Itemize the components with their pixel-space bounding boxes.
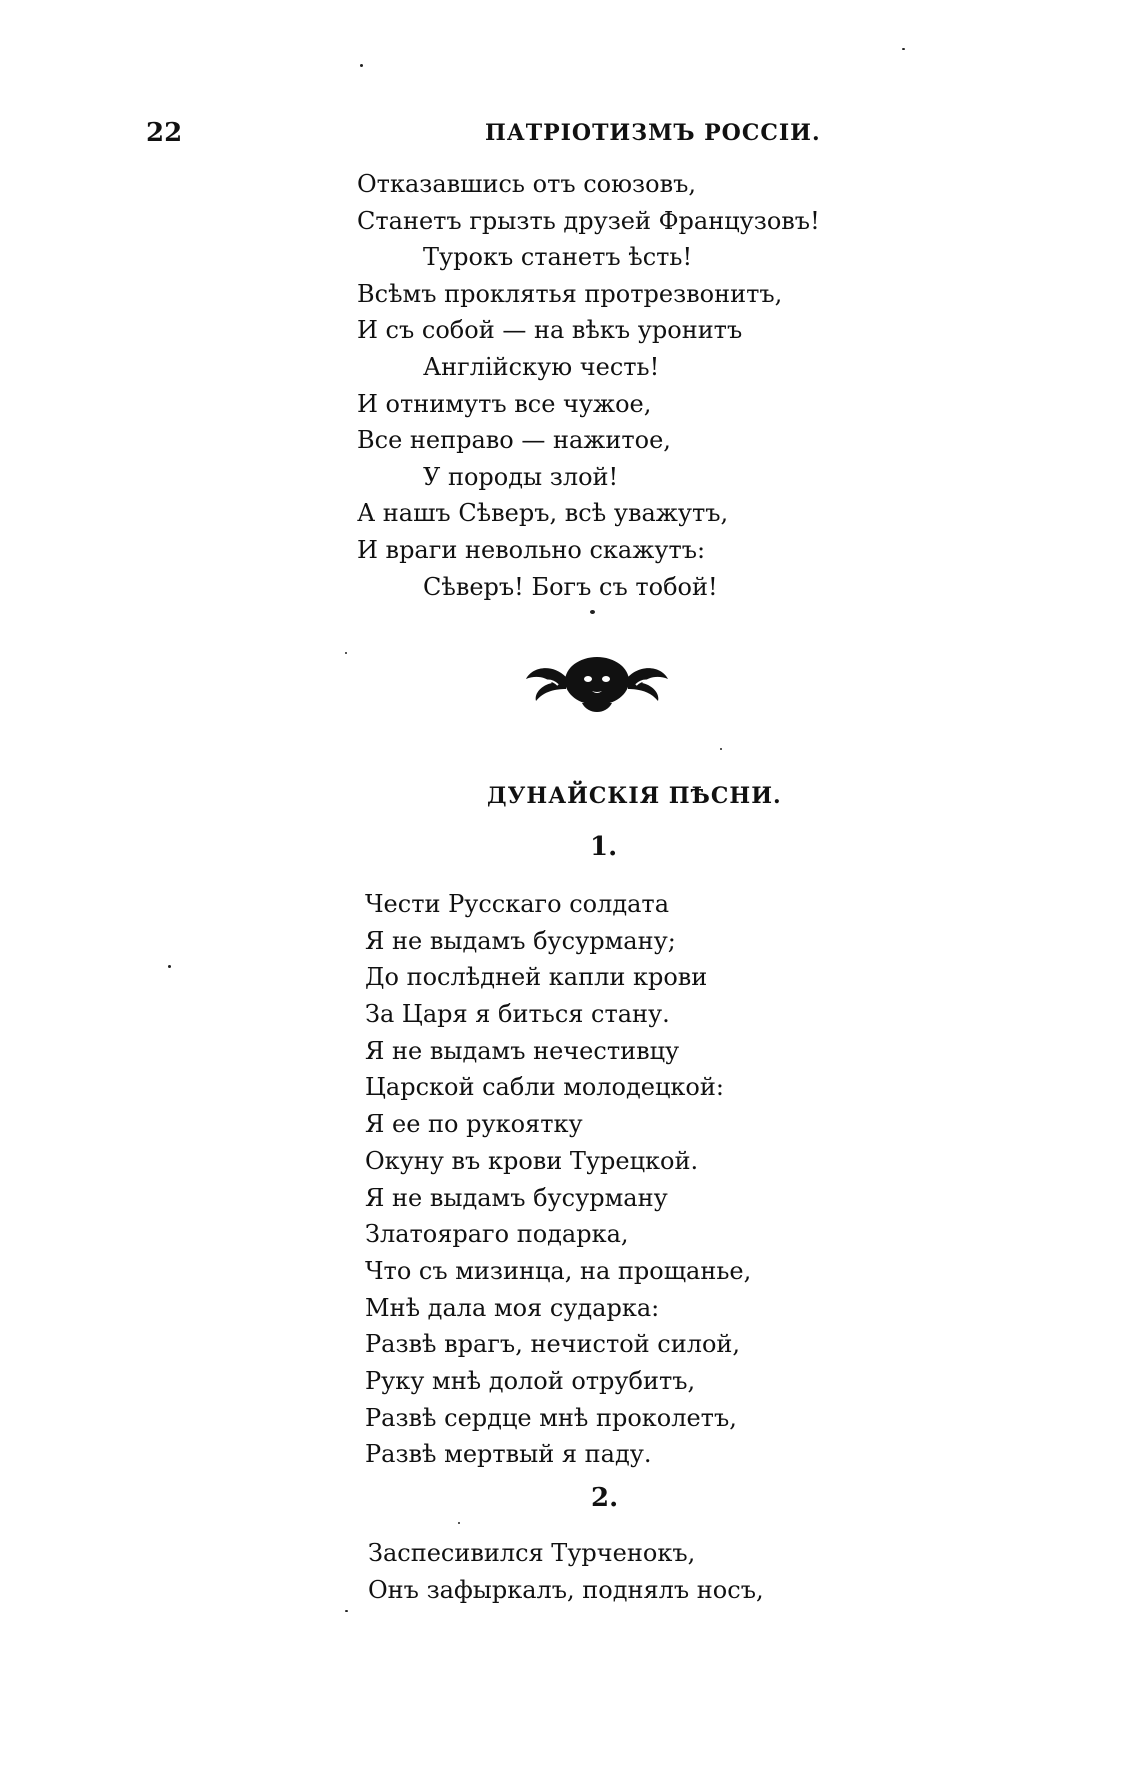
poem-line: Я ее по рукоятку — [365, 1110, 583, 1139]
poem-line: За Царя я биться стану. — [365, 1000, 670, 1029]
poem-line: До послѣдней капли крови — [365, 963, 708, 992]
poem-line: Я не выдамъ нечестивцу — [365, 1036, 680, 1065]
scan-speck — [360, 64, 363, 67]
poem-line: У породы злой! — [423, 462, 619, 491]
poem-line: Чести Русскаго солдата — [365, 890, 670, 918]
poem-line: Я не выдамъ бусурману — [365, 1183, 668, 1212]
poem-line: Всѣмъ проклятья протрезвонитъ, — [357, 279, 783, 308]
poem-line: Развѣ врагъ, нечистой силой, — [365, 1330, 741, 1359]
poem-line: Турокъ станетъ ѣсть! — [423, 243, 693, 272]
poem-line: Развѣ сердце мнѣ проколетъ, — [365, 1403, 737, 1432]
song-one — [365, 886, 751, 1473]
scan-speck — [345, 1610, 348, 1612]
scan-speck — [345, 652, 347, 654]
scan-speck — [590, 610, 595, 614]
song-number: 1. — [590, 832, 618, 862]
cherub-ornament-icon — [522, 643, 672, 721]
poem-line: Англійскую честь! — [423, 352, 660, 381]
poem-line: Царской сабли молодецкой: — [365, 1073, 724, 1102]
poem-line: Все неправо — нажитое, — [357, 426, 671, 455]
page-number: 22 — [146, 118, 183, 148]
poem-line: Мнѣ дала моя сударка: — [365, 1293, 660, 1322]
poem-line: Сѣверъ! Богъ съ тобой! — [423, 572, 718, 601]
song-number: 2. — [591, 1483, 619, 1513]
poem-line: Руку мнѣ долой отрубитъ, — [365, 1366, 696, 1395]
section-title: ДУНАЙСКІЯ ПѢСНИ. — [487, 783, 782, 809]
poem-line: Станетъ грызть друзей Французовъ! — [357, 206, 820, 235]
poem-line: Окуну въ крови Турецкой. — [365, 1146, 699, 1175]
scan-speck — [902, 48, 905, 50]
poem-line: Развѣ мертвый я паду. — [365, 1440, 652, 1469]
poem-line: Что съ мизинца, на прощанье, — [365, 1256, 752, 1285]
scan-speck — [720, 748, 722, 750]
poem-line: И враги невольно скажутъ: — [357, 535, 706, 564]
poem-line: Заспесивился Турченокъ, — [368, 1539, 696, 1567]
poem-ending — [357, 166, 820, 605]
song-two — [368, 1535, 764, 1608]
poem-line: Я не выдамъ бусурману; — [365, 926, 676, 955]
poem-line: И съ собой — на вѣкъ уронитъ — [357, 316, 743, 345]
poem-line: И отнимутъ все чужое, — [357, 389, 652, 418]
running-title: ПАТРІОТИЗМЪ РОССІИ. — [485, 120, 821, 146]
poem-line: А нашъ Сѣверъ, всѣ уважутъ, — [357, 499, 729, 528]
scan-speck — [168, 965, 171, 968]
poem-line: Отказавшись отъ союзовъ, — [357, 170, 696, 198]
scan-speck — [458, 1522, 460, 1524]
poem-line: Онъ зафыркалъ, поднялъ носъ, — [368, 1575, 764, 1604]
poem-line: Златояраго подарка, — [365, 1220, 629, 1249]
